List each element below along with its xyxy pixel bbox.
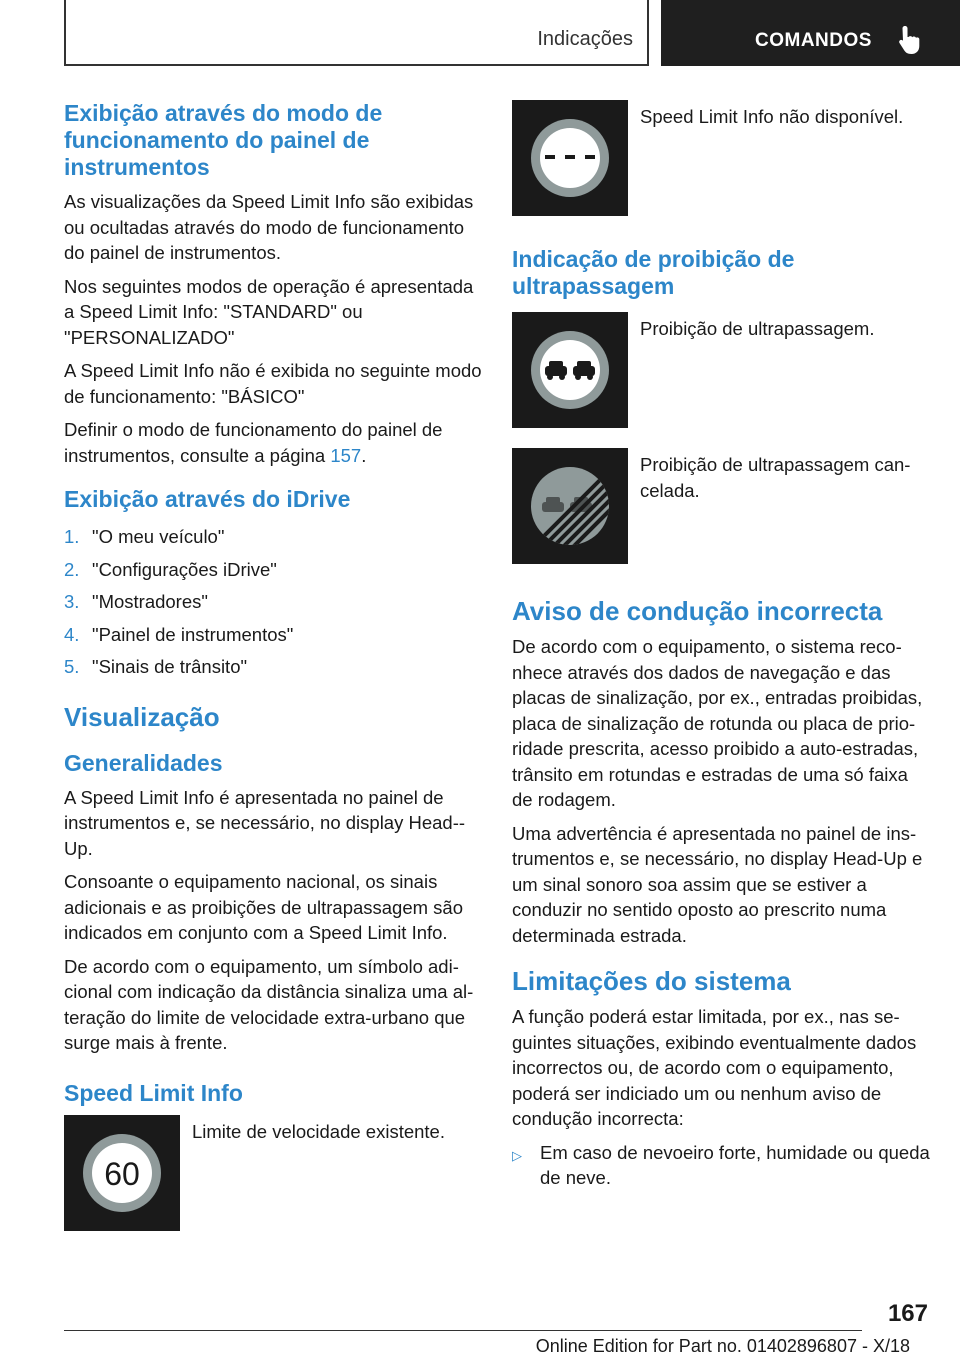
sign-description: Speed Limit Info não disponível. [640,106,904,127]
chapter-tab [661,0,960,66]
heading-visualization: Visualização [64,701,220,732]
step-text: "Mostradores" [92,591,208,612]
footer-edition: Online Edition for Part no. 01402896807 - X/18 [535,1336,910,1356]
sign-description: Proibição de ultrapassagem. [640,318,875,339]
reference-text: Definir o modo de funcionamento do painel de instrumentos, consulte a página [64,419,443,466]
speed-limit-unavailable-sign-icon [512,100,628,216]
list-item [64,521,482,554]
paragraph: De acordo com o equipamento, um símbolo adicional com indicação da distância sinaliza uma alteração do limite de velocidade extra-urbano que surge mais à frente. [64,955,474,1053]
paragraph-page-reference [64,417,482,468]
end-no-overtaking-sign-icon [512,448,628,564]
step-text: "Painel de instrumentos" [92,623,294,645]
sign-description: Limite de velocidade existente. [192,1120,445,1142]
paragraph: A Speed Limit Info não é exibida no seguinte modo de funcionamento: "BÁSICO" [64,360,482,407]
speed-value: 60 [104,1155,140,1192]
paragraph: Nos seguintes modos de operação é apresentada a Speed Limit Info: "STANDARD" ou "PERSONALIZADO" [64,275,474,348]
heading-idrive: Exibição através do iDrive [64,486,351,512]
page-number: 167 [887,1300,928,1327]
paragraph: As visualizações da Speed Limit Info são exibidas ou ocultadas através do modo de funcionamento do painel de instrumentos. [64,191,474,263]
sign-not-available-row [512,100,932,216]
sign-no-overtaking-end-row [512,448,932,564]
list-item [64,619,482,652]
step-text: "Configurações iDrive" [92,558,277,580]
speed-limit-sign-icon [64,1115,180,1231]
page-link[interactable]: 157 [330,444,362,466]
left-column [64,100,482,1231]
heading-system-limits: Limitações do sistema [512,966,791,996]
list-item [64,554,482,587]
step-text: "O meu veículo" [92,526,225,547]
paragraph: A Speed Limit Info é apresentada no painel de instrumentos e, se necessário, no display Head--Up. [64,786,466,859]
pointing-hand-icon [896,24,926,56]
step-number: 1. [64,526,80,547]
idrive-steps [64,521,482,684]
section-tab [64,0,649,66]
footer-divider [64,1330,862,1331]
heading-overtaking-indication: Indicação de proibição de ultrapassagem [512,246,795,299]
paragraph: Uma advertência é apresentada no painel de instrumentos e, se necessário, no display Head-Up e um sinal sonoro soa assim que se estiver a conduzir no sentido oposto ao prescrito numa determinada estrada. [512,822,923,946]
right-column [512,100,932,1191]
step-number: 2. [64,558,80,580]
reference-end: . [361,444,367,466]
heading-wrong-way-warning: Aviso de condução incorrecta [512,596,883,626]
heading-cluster-mode: Exibição através do modo de funcionamento do painel de instrumentos [64,100,383,180]
step-number: 3. [64,591,80,612]
no-overtaking-sign-icon [512,312,628,428]
step-number: 4. [64,623,80,645]
paragraph: De acordo com o equipamento, o sistema reconhece através dos dados de navegação e das placas de sinalização, por ex., entradas proibidas, placa de sinalização de rotunda ou placa de prioridade prescrita, acesso proibido a auto-estradas, trânsito em rotundas e estradas de uma só faixa de rodagem. [512,636,923,810]
paragraph: Consoante o equipamento nacional, os sinais adicionais e as proibições de ultrapassagem são indicados em conjunto com a Speed Limit Info. [64,871,464,943]
heading-speed-limit-info: Speed Limit Info [64,1079,243,1106]
bullet-text: Em caso de nevoeiro forte, humidade ou queda de neve. [540,1141,930,1188]
sign-no-overtaking-row [512,312,932,428]
list-item [512,1140,932,1191]
step-number: 5. [64,656,80,677]
limits-list [512,1140,932,1191]
list-item [64,586,482,619]
page-header [0,0,960,66]
section-label: Indicações [537,28,633,50]
triangle-bullet-icon: ▷ [512,1147,522,1163]
list-item [64,651,482,684]
heading-general: Generalidades [64,749,223,776]
paragraph: A função poderá estar limitada, por ex., nas seguintes situações, exibindo eventualmente dados incorrectos ou, de acordo com o equipamento, poderá ser indiciado um ou nenhum aviso de condução incorrecta: [512,1006,917,1129]
step-text: "Sinais de trânsito" [92,656,248,677]
chapter-label: COMANDOS [755,30,872,51]
sign-speed-limit-row [64,1115,482,1231]
sign-description: Proibição de ultrapassagem cancelada. [640,454,911,501]
